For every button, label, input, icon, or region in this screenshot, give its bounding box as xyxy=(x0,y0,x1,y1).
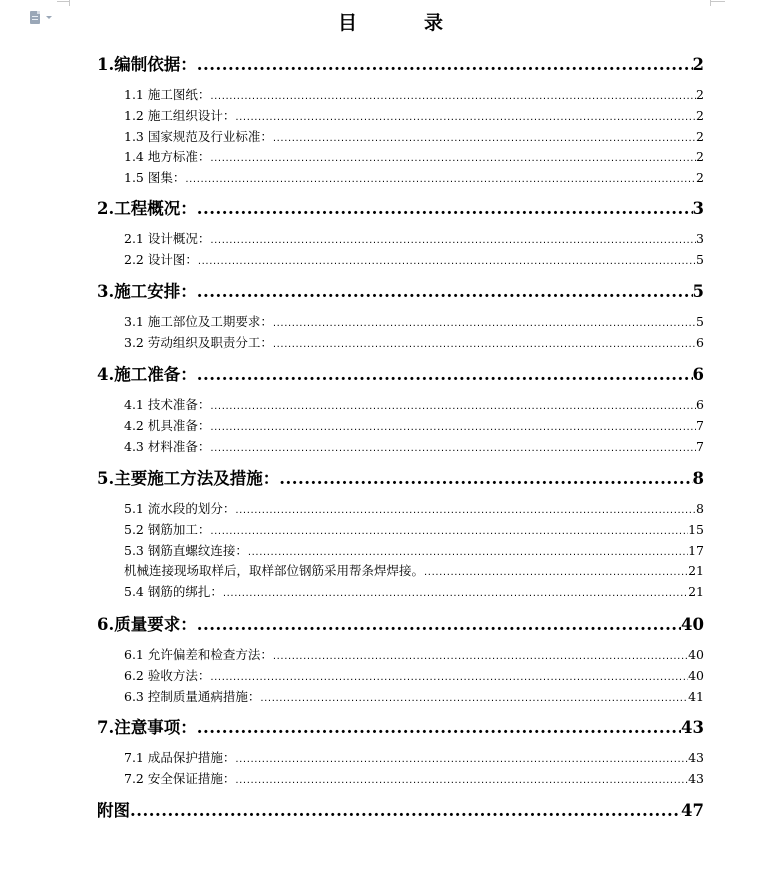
toc-dot-leader xyxy=(279,468,692,490)
toc-page-number: 6 xyxy=(696,397,704,412)
toc-page-number: 8 xyxy=(696,501,704,516)
toc-subentry[interactable] xyxy=(124,543,704,559)
page-corner-mark xyxy=(57,0,69,2)
toc-subentry[interactable] xyxy=(124,335,704,351)
toc-page-number: 41 xyxy=(688,688,704,704)
toc-entry-label: 机械连接现场取样后，取样部位钢筋采用帮条焊焊接。 xyxy=(124,563,425,579)
toc-page-number: 5 xyxy=(692,282,704,301)
toc-dot-leader xyxy=(273,131,696,147)
toc-entry-label: 3.1 施工部位及工期要求： xyxy=(124,314,273,329)
toc-subentry[interactable] xyxy=(124,584,704,600)
toc-entry-label: 1.5 图集： xyxy=(124,170,186,186)
toc-page-number: 43 xyxy=(681,718,704,737)
toc-dot-leader xyxy=(130,800,681,822)
toc-entry-label: 4.2 机具准备： xyxy=(124,417,211,433)
toc-page-number: 6 xyxy=(696,334,704,350)
toc-subentry[interactable] xyxy=(124,397,704,413)
toc-dot-leader xyxy=(210,399,696,415)
toc-heading[interactable] xyxy=(97,364,704,386)
toc-heading[interactable] xyxy=(97,614,704,636)
toc-page-number: 40 xyxy=(681,615,704,634)
toc-entry-label: 1.3 国家规范及行业标准： xyxy=(124,128,273,144)
toc-dot-leader xyxy=(223,586,688,602)
toc-dot-leader xyxy=(197,614,681,636)
toc-heading[interactable] xyxy=(97,717,704,739)
toc-entry-label: 1.1 施工图纸： xyxy=(124,87,211,102)
toc-subentry[interactable] xyxy=(124,750,704,766)
toc-dot-leader xyxy=(197,281,693,303)
toc-entry-label: 5.主要施工方法及措施： xyxy=(97,469,280,488)
toc-entry-label: 5.3 钢筋直螺纹连接： xyxy=(124,542,248,558)
toc-page-number: 47 xyxy=(681,801,704,820)
toc-dot-leader xyxy=(248,545,688,561)
toc-entry-label: 6.2 验收方法： xyxy=(124,667,211,683)
toc-subentry[interactable] xyxy=(124,170,704,186)
toc-page-number: 5 xyxy=(696,251,704,267)
toc-page-number: 7 xyxy=(696,417,704,433)
toc-dot-leader xyxy=(235,503,696,519)
toc-dot-leader xyxy=(235,773,688,789)
toc-entry-label: 4.1 技术准备： xyxy=(124,397,211,412)
toc-dot-leader xyxy=(273,316,696,332)
toc-entry-label: 7.注意事项： xyxy=(97,718,197,737)
toc-entry-label: 3.施工安排： xyxy=(97,282,197,301)
toc-page-number: 17 xyxy=(688,542,704,558)
toc-dot-leader xyxy=(210,670,688,686)
toc-entry-label: 2.1 设计概况： xyxy=(124,231,211,246)
toc-heading[interactable] xyxy=(97,54,704,76)
toc-heading[interactable] xyxy=(97,800,704,822)
toc-dot-leader xyxy=(198,254,696,270)
toc-page-number: 7 xyxy=(696,438,704,454)
toc-entry-label: 1.2 施工组织设计： xyxy=(124,107,236,123)
toc-subentry[interactable] xyxy=(124,129,704,145)
toc-subentry[interactable] xyxy=(124,314,704,330)
toc-page-number: 2 xyxy=(692,55,704,74)
page-corner-mark xyxy=(69,0,71,6)
toc-page-number: 15 xyxy=(688,521,704,537)
toc-dot-leader xyxy=(210,89,696,105)
toc-page-number: 21 xyxy=(688,563,704,579)
toc-page-number: 6 xyxy=(692,365,704,384)
toc-entry-label: 7.1 成品保护措施： xyxy=(124,750,236,765)
toc-page-number: 40 xyxy=(688,647,704,662)
toc-subentry[interactable] xyxy=(124,108,704,124)
toc-page-number: 8 xyxy=(692,469,704,488)
toc-dot-leader xyxy=(273,337,696,353)
toc-subentry[interactable] xyxy=(124,418,704,434)
toc-page-number: 3 xyxy=(696,231,704,246)
toc-entry-label: 6.1 允许偏差和检查方法： xyxy=(124,647,273,662)
toc-subentry[interactable] xyxy=(124,149,704,165)
toc-entry-label: 5.1 流水段的划分： xyxy=(124,501,236,516)
toc-subentry[interactable] xyxy=(124,668,704,684)
toc-entry-label: 3.2 劳动组织及职责分工： xyxy=(124,334,273,350)
toc-entry-label: 5.2 钢筋加工： xyxy=(124,521,211,537)
toc-entry-label: 7.2 安全保证措施： xyxy=(124,770,236,786)
toc-heading[interactable] xyxy=(97,468,704,490)
toc-dot-leader xyxy=(210,441,696,457)
toc-subentry[interactable] xyxy=(124,501,704,517)
toc-subentry[interactable] xyxy=(124,522,704,538)
toc-page-number: 3 xyxy=(692,199,704,218)
toc-entry-label: 6.质量要求： xyxy=(97,615,197,634)
toc-dot-leader xyxy=(210,151,696,167)
toc-dot-leader xyxy=(197,364,693,386)
toc-entry-label: 6.3 控制质量通病措施： xyxy=(124,688,261,704)
toc-page-number: 2 xyxy=(696,128,704,144)
toc-heading[interactable] xyxy=(97,198,704,220)
toc-entry-label: 1.4 地方标准： xyxy=(124,149,211,165)
toc-entry-label: 5.4 钢筋的绑扎： xyxy=(124,584,223,600)
toc-dot-leader xyxy=(273,649,688,665)
toc-heading[interactable] xyxy=(97,281,704,303)
page-corner-mark xyxy=(710,0,712,6)
toc-entry-label: 4.3 材料准备： xyxy=(124,438,211,454)
toc-page-number: 43 xyxy=(688,770,704,786)
toc-dot-leader xyxy=(197,717,681,739)
toc-entry-label: 附图 xyxy=(97,801,130,820)
toc-dot-leader xyxy=(210,233,696,249)
toc-subentry[interactable] xyxy=(124,689,704,705)
toc-dot-leader xyxy=(424,565,688,581)
toc-page-number: 5 xyxy=(696,314,704,329)
toc-subentry[interactable] xyxy=(124,771,704,787)
toc-page-number: 40 xyxy=(688,667,704,683)
toc-subentry[interactable] xyxy=(124,647,704,663)
toc-entry-label: 2.2 设计图： xyxy=(124,251,198,267)
toc-dot-leader xyxy=(235,752,688,768)
toc-dot-leader xyxy=(235,110,696,126)
toc-page-number: 2 xyxy=(696,149,704,165)
toc-subentry[interactable] xyxy=(124,563,704,579)
toc-subentry[interactable] xyxy=(124,252,704,268)
toc-subentry[interactable] xyxy=(124,87,704,103)
toc-page-number: 2 xyxy=(696,170,704,186)
toc-page-number: 43 xyxy=(688,750,704,765)
toc-page-number: 2 xyxy=(696,107,704,123)
toc-subentry[interactable] xyxy=(124,439,704,455)
toc-page-number: 21 xyxy=(688,584,704,600)
toc-entry-label: 2.工程概况： xyxy=(97,199,197,218)
toc-dot-leader xyxy=(185,172,696,188)
toc-dot-leader xyxy=(260,691,688,707)
toc-entry-label: 1.编制依据： xyxy=(97,55,197,74)
toc-dot-leader xyxy=(197,198,693,220)
page-title: 目 录 xyxy=(337,12,467,34)
toc-dot-leader xyxy=(197,54,693,76)
toc-subentry[interactable] xyxy=(124,231,704,247)
toc-dot-leader xyxy=(210,420,696,436)
toc-entry-label: 4.施工准备： xyxy=(97,365,197,384)
toc-dot-leader xyxy=(210,524,688,540)
page-corner-mark xyxy=(711,0,725,2)
toc-page-number: 2 xyxy=(696,87,704,102)
